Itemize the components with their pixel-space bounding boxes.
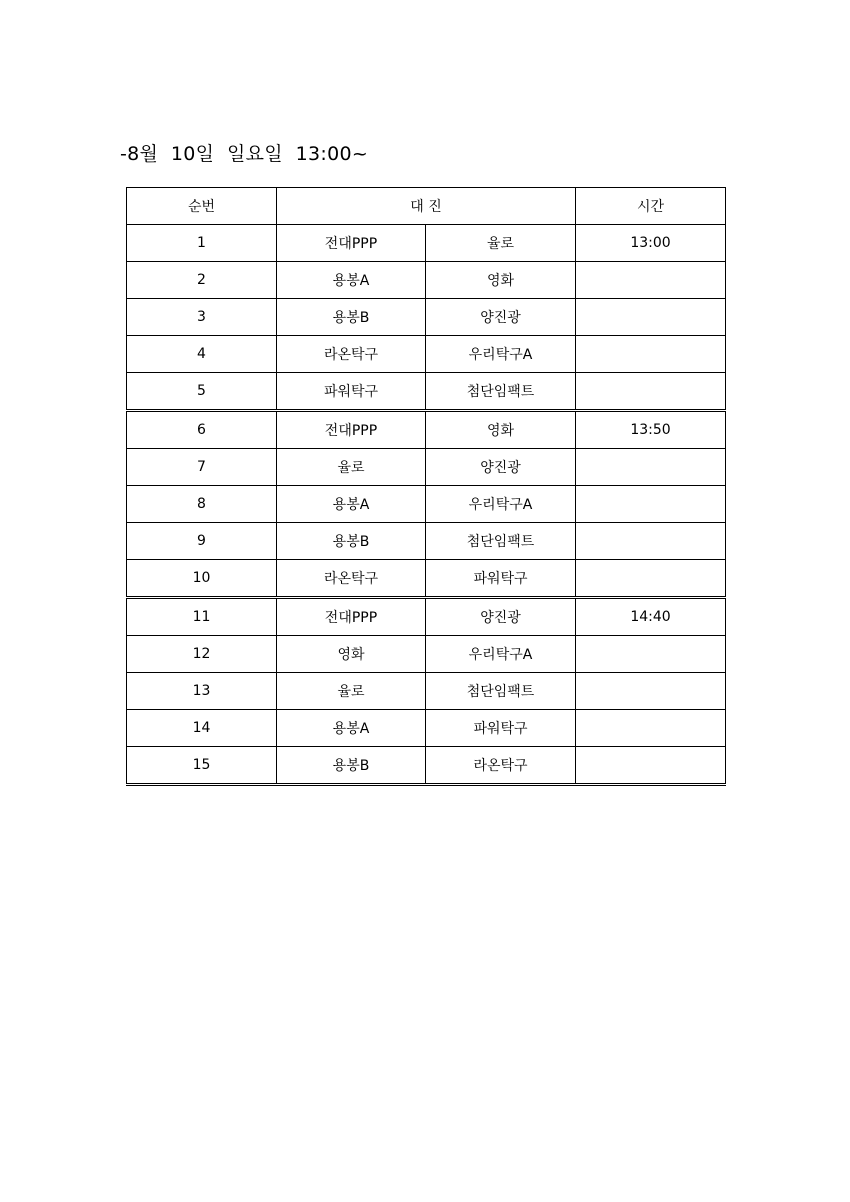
match-number: 9 [127,523,277,560]
table-header-row [127,188,726,225]
match-time: 13:50 [576,411,726,449]
match-number: 14 [127,710,277,747]
table-row [127,262,726,299]
team-one: 영화 [277,636,426,673]
team-one: 라온탁구 [277,560,426,598]
match-time [576,299,726,336]
match-number: 15 [127,747,277,785]
match-number: 1 [127,225,277,262]
table-row [127,411,726,449]
match-number: 10 [127,560,277,598]
table-row [127,449,726,486]
header-time: 시간 [576,188,726,225]
match-time [576,560,726,598]
match-time [576,747,726,785]
team-two: 첨단임팩트 [426,673,576,710]
team-two: 영화 [426,411,576,449]
team-one: 용봉B [277,747,426,785]
match-time [576,336,726,373]
team-one: 용봉A [277,486,426,523]
match-time [576,449,726,486]
match-time: 14:40 [576,598,726,636]
match-time [576,262,726,299]
team-two: 양진광 [426,299,576,336]
match-time: 13:00 [576,225,726,262]
team-two: 라온탁구 [426,747,576,785]
match-time [576,710,726,747]
match-number: 12 [127,636,277,673]
team-two: 파워탁구 [426,710,576,747]
table-row [127,299,726,336]
match-number: 13 [127,673,277,710]
header-match: 대 진 [277,188,576,225]
match-number: 8 [127,486,277,523]
page-title: -8월 10일 일요일 13:00~ [120,143,369,165]
match-time [576,636,726,673]
match-number: 6 [127,411,277,449]
team-one: 파워탁구 [277,373,426,411]
team-two: 파워탁구 [426,560,576,598]
team-one: 율로 [277,673,426,710]
team-two: 양진광 [426,598,576,636]
table-row [127,710,726,747]
table-row [127,486,726,523]
team-one: 용봉A [277,262,426,299]
match-schedule-table [126,187,726,786]
team-two: 우리탁구A [426,486,576,523]
match-number: 2 [127,262,277,299]
team-two: 율로 [426,225,576,262]
team-one: 용봉B [277,299,426,336]
table-row [127,373,726,411]
match-time [576,373,726,411]
table-row [127,225,726,262]
header-order: 순번 [127,188,277,225]
match-number: 4 [127,336,277,373]
team-one: 용봉B [277,523,426,560]
match-time [576,486,726,523]
team-two: 첨단임팩트 [426,523,576,560]
team-one: 용봉A [277,710,426,747]
team-one: 전대PPP [277,598,426,636]
team-one: 율로 [277,449,426,486]
table-row [127,336,726,373]
team-two: 양진광 [426,449,576,486]
match-number: 5 [127,373,277,411]
team-one: 전대PPP [277,411,426,449]
team-two: 우리탁구A [426,636,576,673]
team-one: 라온탁구 [277,336,426,373]
table-row [127,636,726,673]
match-number: 11 [127,598,277,636]
team-two: 첨단임팩트 [426,373,576,411]
match-number: 7 [127,449,277,486]
match-time [576,673,726,710]
match-number: 3 [127,299,277,336]
table-row [127,560,726,598]
table-row [127,598,726,636]
team-two: 영화 [426,262,576,299]
match-time [576,523,726,560]
team-two: 우리탁구A [426,336,576,373]
table-row [127,747,726,785]
table-row [127,523,726,560]
table-row [127,673,726,710]
team-one: 전대PPP [277,225,426,262]
